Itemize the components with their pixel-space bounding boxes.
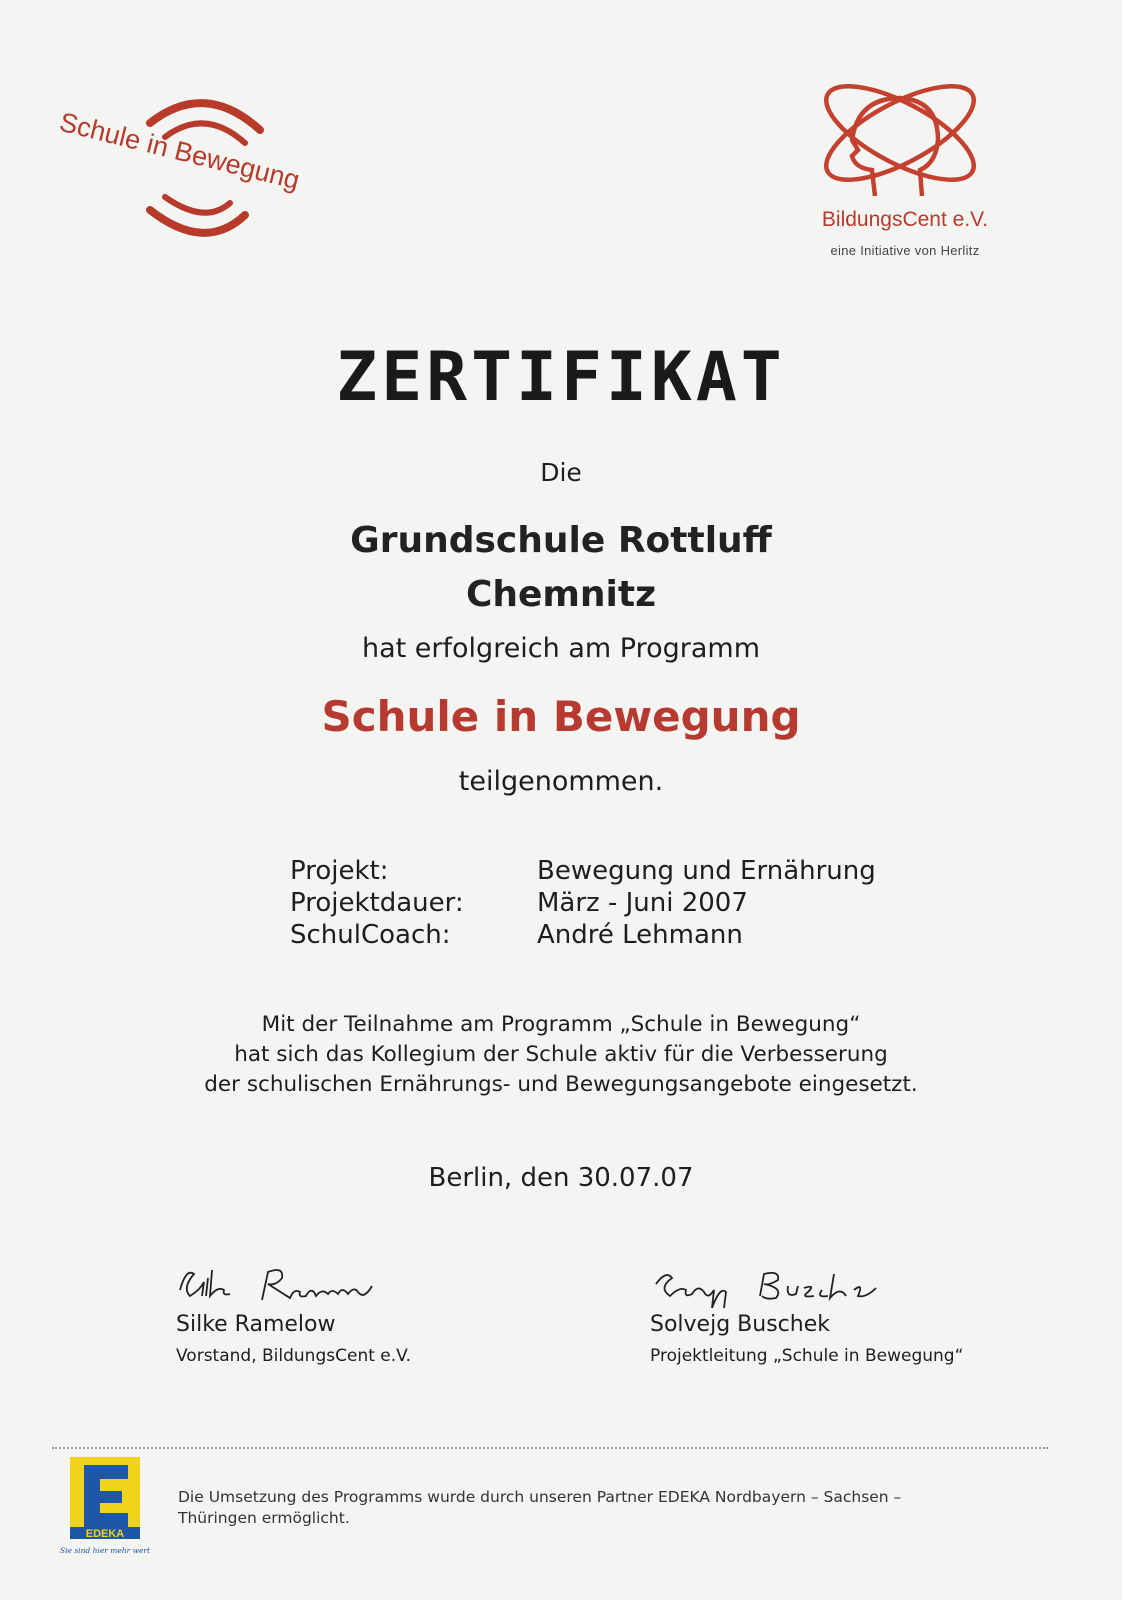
edeka-logo — [59, 1457, 151, 1569]
signer-2-name: Solvejg Buschek — [650, 1312, 830, 1337]
detail-label-projektdauer: Projektdauer: — [290, 888, 464, 918]
statement-line-1: Mit der Teilnahme am Programm „Schule in Bewegung“ — [261, 1012, 861, 1037]
signature-ramelow — [172, 1260, 412, 1310]
footer-divider — [52, 1447, 1048, 1449]
atom-head-icon — [800, 58, 1000, 208]
footer-partner-text — [178, 1487, 1038, 1529]
statement-line-3: der schulischen Ernährungs- und Bewegungsangebote eingesetzt. — [204, 1072, 918, 1097]
logo-left-text: Schule in Bewegung — [56, 106, 303, 196]
detail-value-schulcoach: André Lehmann — [537, 920, 743, 950]
schule-in-bewegung-logo — [40, 75, 370, 260]
detail-label-projekt: Projekt: — [290, 856, 389, 886]
statement-paragraph — [0, 1010, 1122, 1100]
detail-label-schulcoach: SchulCoach: — [290, 920, 451, 950]
signer-1-role: Vorstand, BildungsCent e.V. — [176, 1346, 411, 1366]
edeka-tagline: Sie sind hier mehr wert — [59, 1546, 151, 1555]
signer-2-role: Projektleitung „Schule in Bewegung“ — [650, 1346, 964, 1366]
detail-value-projektdauer: März - Juni 2007 — [537, 888, 748, 918]
school-name — [0, 514, 1122, 622]
footer-line-2: Thüringen ermöglicht. — [178, 1509, 350, 1527]
statement-line-2: hat sich das Kollegium der Schule aktiv für die Verbesserung — [234, 1042, 888, 1067]
handwritten-signature-icon — [656, 1273, 876, 1308]
bildungscent-name: BildungsCent e.V. — [821, 208, 989, 231]
place-date: Berlin, den 30.07.07 — [428, 1163, 694, 1193]
signature-buschek — [650, 1262, 890, 1312]
completion-text: teilgenommen. — [458, 766, 664, 797]
certificate-title: ZERTIFIKAT — [336, 338, 786, 417]
edeka-wordmark: EDEKA — [85, 1528, 125, 1540]
bildungscent-subtitle: eine Initiative von Herlitz — [830, 243, 980, 258]
detail-value-projekt: Bewegung und Ernährung — [537, 856, 876, 886]
program-name: Schule in Bewegung — [321, 692, 801, 741]
edeka-e-icon — [84, 1465, 128, 1527]
signer-1-name: Silke Ramelow — [176, 1312, 336, 1337]
handwritten-signature-icon — [180, 1270, 372, 1300]
footer-line-1: Die Umsetzung des Programms wurde durch unseren Partner EDEKA Nordbayern – Sachsen – — [178, 1488, 902, 1506]
intro-text: Die — [540, 458, 582, 487]
participation-text: hat erfolgreich am Programm — [361, 633, 760, 664]
school-line-2: Chemnitz — [465, 574, 657, 615]
school-line-1: Grundschule Rottluff — [350, 520, 772, 561]
